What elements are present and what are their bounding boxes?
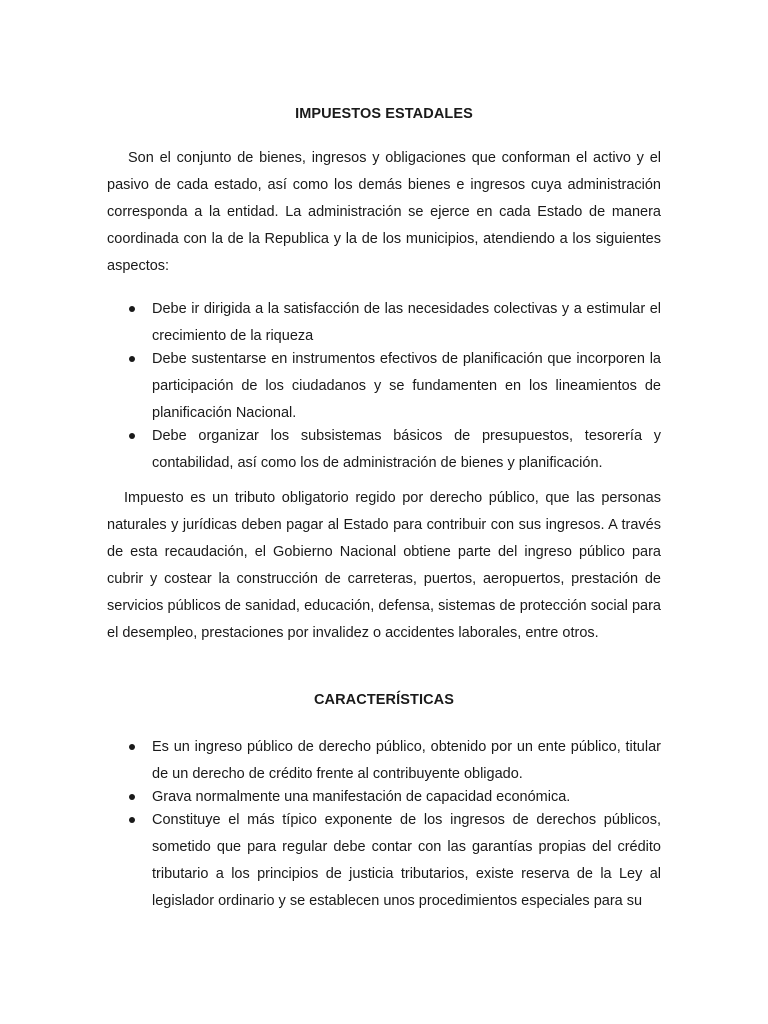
- bullet-icon: [129, 794, 135, 800]
- bullet-icon: [129, 817, 135, 823]
- list-item-text: Debe organizar los subsistemas básicos de presupuestos, tesorería y contabilidad, así como los de administración de bienes y planificación.: [152, 428, 661, 471]
- list-item: [107, 296, 661, 350]
- bullet-icon: [129, 356, 135, 362]
- page-title: IMPUESTOS ESTADALES: [295, 106, 473, 122]
- list-item: [107, 807, 661, 915]
- section-heading: CARACTERÍSTICAS: [313, 692, 455, 708]
- intro-paragraph: Son el conjunto de bienes, ingresos y obligaciones que conforman el activo y el pasivo de cada estado, así como los demás bienes e ingresos cuya administración corresponda a la entidad. La administración se ejerce en cada Estado de manera coordinada con la de la Republica y la de los municipios, atendiendo a los siguientes aspectos:: [107, 150, 661, 274]
- list-item: [107, 734, 661, 788]
- list-item: [107, 346, 661, 427]
- list-item-text: Debe sustentarse en instrumentos efectivos de planificación que incorporen la participación de los ciudadanos y se fundamenten en los lineamientos de planificación Nacional.: [152, 351, 661, 421]
- list-item: [107, 423, 661, 477]
- bullet-icon: [129, 744, 135, 750]
- aspects-list: [107, 296, 661, 473]
- list-item-text: Es un ingreso público de derecho público, obtenido por un ente público, titular de un derecho de crédito frente al contribuyente obligado.: [152, 739, 661, 782]
- list-item-text: Grava normalmente una manifestación de capacidad económica.: [152, 789, 571, 805]
- definition-paragraph: Impuesto es un tributo obligatorio regido por derecho público, que las personas naturales y jurídicas deben pagar al Estado para contribuir con sus ingresos. A través de esta recaudación, el Gobierno Nacional obtiene parte del ingreso público para cubrir y costear la construcción de carreteras, puertos, aeropuertos, prestación de servicios públicos de sanidad, educación, defensa, sistemas de protección social para el desempleo, prestaciones por invalidez o accidentes laborales, entre otros.: [107, 490, 661, 641]
- list-item-text: Constituye el más típico exponente de los ingresos de derechos públicos, sometido que para regular debe contar con las garantías propias del crédito tributario a los principios de justicia tributarios, existe reserva de la Ley al legislador ordinario y se establecen unos procedimientos especiales para su: [152, 812, 661, 909]
- list-item-text: Debe ir dirigida a la satisfacción de las necesidades colectivas y a estimular el crecimiento de la riqueza: [152, 301, 661, 344]
- bullet-icon: [129, 433, 135, 439]
- bullet-icon: [129, 306, 135, 312]
- characteristics-list: [107, 734, 661, 911]
